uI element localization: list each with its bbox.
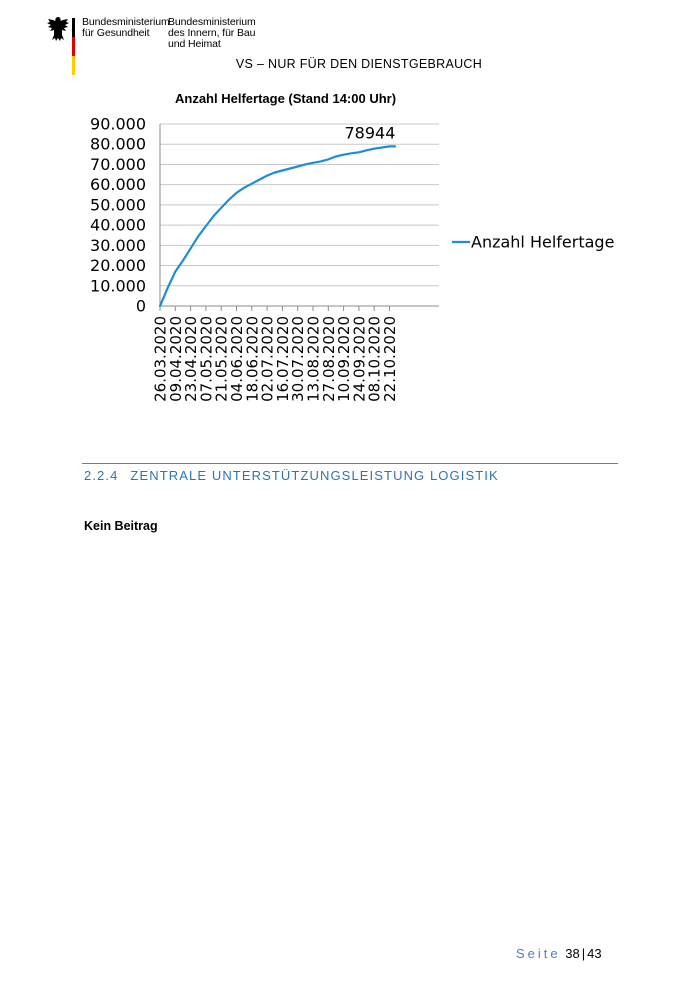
section-divider: [82, 463, 618, 464]
x-tick-label: 26.03.2020: [151, 316, 170, 402]
y-tick-label: 40.000: [90, 215, 146, 235]
page-separator: |: [581, 946, 586, 961]
chart-title: Anzahl Helfertage (Stand 14:00 Uhr): [175, 91, 397, 106]
ministry-health-label: Bundesministerium für Gesundheit: [82, 16, 170, 39]
y-tick-label: 70.000: [90, 154, 146, 174]
page-label: Seite: [516, 946, 561, 961]
x-tick-label: 04.06.2020: [228, 316, 246, 402]
x-tick-label: 21.05.2020: [212, 316, 231, 402]
legend-label: Anzahl Helfertage: [471, 232, 615, 252]
y-tick-label: 60.000: [90, 175, 146, 195]
y-tick-label: 10.000: [90, 276, 146, 296]
x-tick-label: 09.04.2020: [166, 316, 185, 402]
x-tick-label: 24.09.2020: [350, 316, 369, 402]
y-tick-label: 80.000: [90, 134, 146, 154]
y-tick-label: 0: [135, 296, 146, 316]
current-page-number: 38: [565, 946, 580, 961]
x-tick-label: 23.04.2020: [182, 316, 201, 402]
y-tick-label: 50.000: [90, 195, 146, 215]
series-line-anzahl-helfertage: [160, 146, 395, 306]
x-tick-label: 13.08.2020: [304, 316, 323, 402]
data-label-last-value: 78944: [344, 123, 396, 143]
section-heading: [84, 468, 499, 483]
x-tick-label: 22.10.2020: [381, 316, 399, 402]
y-tick-label: 90.000: [90, 114, 146, 134]
x-tick-label: 27.08.2020: [319, 316, 338, 402]
y-tick-label: 30.000: [90, 235, 146, 255]
x-tick-label: 30.07.2020: [289, 316, 308, 402]
ministry-interior-label: Bundesministerium des Innern, für Bau und Heimat: [168, 16, 256, 50]
x-tick-label: 16.07.2020: [273, 316, 292, 402]
section-number: 2.2.4: [84, 468, 119, 483]
x-tick-label: 18.06.2020: [243, 316, 262, 402]
x-tick-label: 10.09.2020: [335, 316, 354, 402]
y-tick-label: 20.000: [90, 256, 146, 276]
section-title: ZENTRALE UNTERSTÜTZUNGSLEISTUNG LOGISTIK: [130, 468, 499, 483]
total-pages: 43: [587, 946, 602, 961]
x-tick-label: 02.07.2020: [258, 316, 277, 402]
x-tick-label: 08.10.2020: [365, 316, 384, 402]
federal-eagle-icon: [44, 15, 72, 43]
section-body-text: Kein Beitrag: [84, 519, 158, 533]
classification-marking: VS – NUR FÜR DEN DIENSTGEBRAUCH: [235, 57, 483, 71]
helfertage-line-chart: [80, 110, 620, 420]
page-footer: [516, 946, 602, 961]
x-tick-label: 07.05.2020: [197, 316, 216, 402]
